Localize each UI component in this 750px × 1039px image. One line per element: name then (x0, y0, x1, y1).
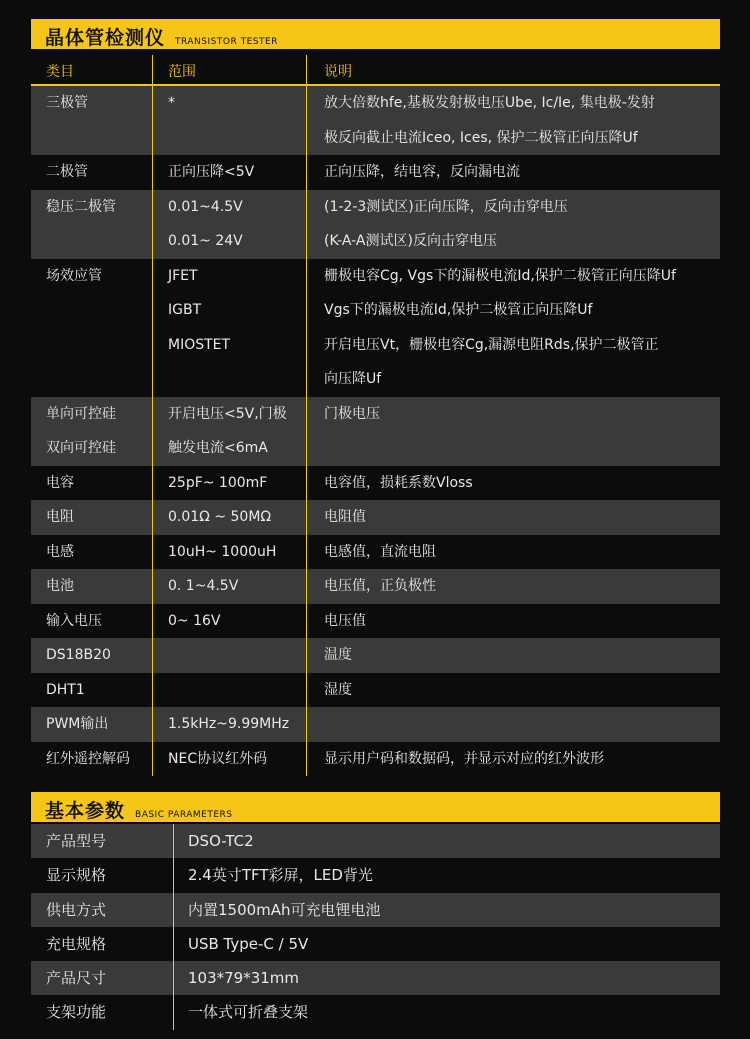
header-category: 类目 (46, 64, 74, 80)
range-cell (152, 190, 306, 259)
section-header-transistor-tester (31, 19, 720, 49)
cell-text: (K-A-A测试区)反向击穿电压 (324, 233, 497, 249)
cell-text: 电池 (46, 578, 74, 594)
cell-text: PWM输出 (46, 716, 109, 732)
cell-text: 10uH~ 1000uH (168, 543, 277, 560)
category-cell (31, 707, 151, 742)
param-key: 充电规格 (46, 934, 107, 953)
param-value: 内置1500mAh可充电锂电池 (173, 893, 381, 927)
description-cell (306, 535, 720, 570)
param-row (31, 858, 720, 892)
cell-text: JFET (168, 267, 198, 284)
transistor-tester-table (31, 55, 720, 776)
range-cell (152, 535, 306, 570)
header-range: 范围 (168, 64, 196, 80)
param-key: 显示规格 (46, 866, 107, 885)
cell-text: 红外遥控解码 (46, 750, 130, 767)
cell-text: NEC协议红外码 (168, 750, 268, 767)
table-row (31, 604, 720, 639)
description-cell (306, 500, 720, 535)
range-cell (152, 707, 306, 742)
cell-text: 正向压降，结电容，反向漏电流 (324, 164, 520, 180)
cell-text: 放大倍数hfe,基极发射极电压Ube, Ic/Ie, 集电极-发射 (324, 95, 655, 111)
range-cell (152, 155, 306, 190)
range-cell (152, 638, 306, 673)
cell-text: 开启电压<5V,门极 (168, 405, 287, 422)
category-cell (31, 569, 151, 604)
description-cell (306, 742, 720, 777)
table-row (31, 190, 720, 259)
cell-text: 电压值 (324, 612, 366, 629)
cell-text: 双向可控硅 (46, 440, 116, 456)
description-cell (306, 569, 720, 604)
table-row (31, 638, 720, 673)
param-key: 产品型号 (46, 832, 107, 850)
category-cell (31, 86, 151, 155)
section-subtitle: BASIC PARAMETERS (135, 810, 233, 820)
table-row (31, 569, 720, 604)
param-key: 产品尺寸 (46, 969, 107, 988)
param-row (31, 824, 720, 858)
param-value: DSO-TC2 (173, 824, 254, 858)
cell-text: Vgs下的漏极电流Id,保护二极管正向压降Uf (324, 302, 593, 318)
cell-text: IGBT (168, 302, 202, 318)
cell-text: MIOSTET (168, 336, 231, 353)
param-key: 供电方式 (46, 900, 107, 919)
category-cell (31, 638, 151, 673)
cell-text: 电感 (46, 543, 74, 560)
cell-text: 触发电流<6mA (168, 440, 268, 456)
cell-text (168, 638, 306, 673)
range-cell (152, 86, 306, 155)
cell-text: (1-2-3测试区)正向压降，反向击穿电压 (324, 198, 568, 215)
header-description: 说明 (324, 64, 352, 80)
description-cell (306, 638, 720, 673)
table-header-row (31, 55, 720, 86)
cell-text: 温度 (324, 647, 352, 663)
cell-text: 三极管 (46, 95, 88, 111)
cell-text: 0. 1~4.5V (168, 578, 239, 594)
category-cell (31, 535, 151, 570)
section-title: 晶体管检测仪 (45, 27, 166, 49)
category-cell (31, 673, 151, 708)
table-row (31, 742, 720, 777)
param-value: 一体式可折叠支架 (173, 995, 308, 1029)
range-cell (152, 259, 306, 397)
basic-parameters-table (31, 824, 720, 1030)
cell-text: 电压值，正负极性 (324, 578, 436, 594)
description-cell (306, 397, 720, 466)
cell-text: DS18B20 (46, 647, 111, 663)
table-row (31, 673, 720, 708)
range-cell (152, 569, 306, 604)
table-row (31, 86, 720, 155)
category-cell (31, 190, 151, 259)
description-cell (306, 190, 720, 259)
category-cell (31, 259, 151, 397)
cell-text: 0.01~4.5V (168, 198, 243, 215)
cell-text: 场效应管 (46, 267, 102, 284)
param-key: 支架功能 (46, 1003, 107, 1022)
cell-text: 输入电压 (46, 612, 102, 629)
section-subtitle: TRANSISTOR TESTER (175, 37, 278, 47)
table-row (31, 707, 720, 742)
param-value: 103*79*31mm (173, 961, 299, 995)
cell-text: 门极电压 (324, 405, 380, 422)
cell-text: 显示用户码和数据码，并显示对应的红外波形 (324, 750, 604, 767)
cell-text: 栅极电容Cg, Vgs下的漏极电流Id,保护二极管正向压降Uf (324, 267, 676, 284)
cell-text: 电阻值 (324, 509, 366, 525)
range-cell (152, 673, 306, 708)
param-row (31, 893, 720, 927)
cell-text: 1.5kHz~9.99MHz (168, 716, 290, 732)
param-row (31, 961, 720, 995)
range-cell (152, 397, 306, 466)
cell-text: 电容 (46, 474, 74, 491)
cell-text: 向压降Uf (324, 371, 382, 387)
param-value: USB Type-C / 5V (173, 927, 308, 961)
param-value: 2.4英寸TFT彩屏，LED背光 (173, 858, 373, 892)
cell-text (324, 707, 720, 742)
range-cell (152, 466, 306, 501)
category-cell (31, 466, 151, 501)
cell-text: DHT1 (46, 681, 85, 698)
range-cell (152, 604, 306, 639)
table-row (31, 535, 720, 570)
cell-text: 极反向截止电流Iceo, Ices, 保护二极管正向压降Uf (324, 129, 638, 146)
cell-text: 电容值，损耗系数Vloss (324, 474, 473, 491)
description-cell (306, 86, 720, 155)
cell-text: * (168, 95, 175, 111)
description-cell (306, 673, 720, 708)
param-row (31, 995, 720, 1029)
cell-text: 正向压降<5V (168, 164, 255, 180)
cell-text: 25pF~ 100mF (168, 474, 268, 491)
range-cell (152, 742, 306, 777)
cell-text: 开启电压Vt，栅极电容Cg,漏源电阻Rds,保护二极管正 (324, 336, 659, 353)
category-cell (31, 500, 151, 535)
cell-text: 湿度 (324, 681, 352, 698)
category-cell (31, 742, 151, 777)
cell-text (168, 673, 306, 708)
cell-text: 二极管 (46, 164, 88, 180)
description-cell (306, 155, 720, 190)
table-row (31, 500, 720, 535)
section-header-basic-parameters (31, 792, 720, 822)
category-cell (31, 155, 151, 190)
cell-text: 0.01Ω ~ 50MΩ (168, 509, 272, 525)
cell-text: 单向可控硅 (46, 405, 116, 422)
table-body (31, 86, 720, 776)
range-cell (152, 500, 306, 535)
category-cell (31, 604, 151, 639)
description-cell (306, 466, 720, 501)
table-row (31, 259, 720, 397)
section-title: 基本参数 (45, 800, 126, 822)
cell-text: 稳压二极管 (46, 198, 116, 215)
description-cell (306, 259, 720, 397)
table-row (31, 397, 720, 466)
cell-text: 0~ 16V (168, 612, 221, 629)
description-cell (306, 604, 720, 639)
cell-text: 0.01~ 24V (168, 233, 243, 249)
table-row (31, 466, 720, 501)
table-row (31, 155, 720, 190)
cell-text: 电感值，直流电阻 (324, 543, 436, 560)
category-cell (31, 397, 151, 466)
cell-text: 电阻 (46, 509, 74, 525)
param-row (31, 927, 720, 961)
description-cell (306, 707, 720, 742)
